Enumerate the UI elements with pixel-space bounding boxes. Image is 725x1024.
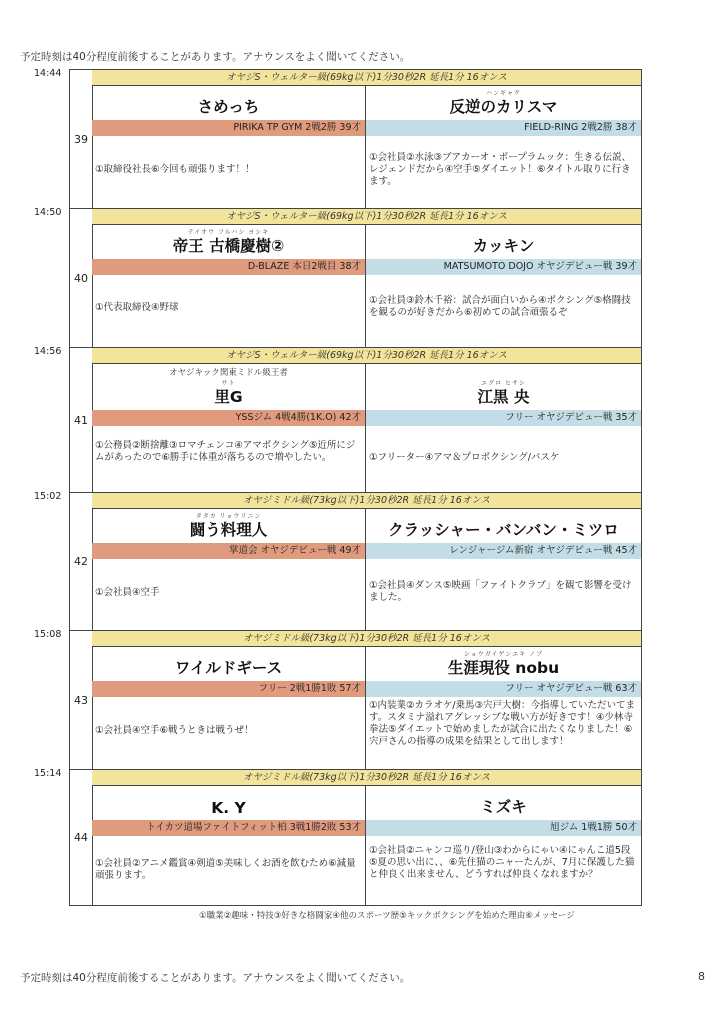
fighter-name: 江黒 央	[477, 388, 530, 406]
name-ruby: ショウガイゲンエキ ノブ	[463, 651, 544, 658]
blue-corner	[366, 647, 641, 769]
weight-class-bar: オヤジミドル級(73kg以下)1分30秒2R 延長1分 16オンス	[92, 770, 641, 786]
bout-time: 15:14	[34, 768, 62, 779]
name-ruby: タタカ リョウリニン	[195, 513, 262, 520]
bout-row	[34, 768, 641, 905]
fighter-profile: ①会社員④ダンス⑤映画「ファイトクラブ」を観て影響を受けました。	[369, 580, 632, 603]
fighter-gym-record: 掌道会 オヤジデビュー戦 49才	[92, 543, 365, 559]
fighter-name: ワイルドギース	[174, 659, 283, 677]
fighter-name: クラッシャー・バンバン・ミツロ	[388, 521, 619, 539]
bout-time: 15:02	[34, 491, 62, 502]
fighter-profile: ①会社員③鈴木千裕：試合が面白いから④ボクシング⑤格闘技を観るのが好きだから⑥初めての試合頑張るぞ	[369, 295, 631, 318]
red-corner	[92, 225, 366, 347]
bout-time: 14:44	[34, 68, 62, 79]
name-ruby: エグロ ヒサシ	[481, 380, 526, 387]
fighter-name: 反逆のカリスマ	[449, 98, 558, 116]
bout-row	[34, 491, 641, 630]
red-corner	[92, 647, 366, 769]
weight-class-bar: オヤジS・ウェルター級(69kg以下)1分30秒2R 延長1分 16オンス	[92, 348, 641, 364]
title-announcement: オヤジキック関東ミドル級王者	[169, 368, 288, 378]
bout-number: 40	[70, 209, 93, 347]
name-ruby: テイオウ フルハシ ヨシキ	[187, 229, 270, 236]
fighter-gym-record: PIRIKA TP GYM 2戦2勝 39才	[92, 120, 365, 136]
fighter-gym-record: フリー オヤジデビュー戦 35才	[366, 410, 641, 426]
blue-corner	[366, 86, 641, 208]
name-ruby: ハンギャク	[485, 90, 521, 97]
fighter-gym-record: D-BLAZE 本日2戦目 38才	[92, 259, 365, 275]
fighter-gym-record: 旭ジム 1戦1勝 50才	[366, 820, 641, 836]
fighter-profile: ①代表取締役④野球	[95, 302, 179, 313]
fighter-gym-record: FIELD-RING 2戦2勝 38才	[366, 120, 641, 136]
red-corner	[92, 786, 366, 905]
fighter-name: 闘う料理人	[189, 521, 268, 539]
fighter-profile: ①フリーター④アマ＆プロボクシング/バスケ	[369, 452, 560, 463]
name-ruby: サト	[221, 380, 236, 387]
fighter-name: ミズキ	[480, 798, 527, 816]
fighter-name: さめっち	[197, 98, 260, 116]
fighter-profile: ①取締役社長⑥今回も頑張ります！！	[95, 164, 255, 175]
weight-class-bar: オヤジミドル級(73kg以下)1分30秒2R 延長1分 16オンス	[92, 493, 641, 509]
fighter-gym-record: YSSジム 4戦4勝(1K.O) 42才	[92, 410, 365, 426]
fighter-profile: ①会社員④空手⑥戦うときは戦うぜ！	[95, 725, 254, 736]
blue-corner	[366, 225, 641, 347]
fighter-gym-record: フリー オヤジデビュー戦 63才	[366, 681, 641, 697]
fighter-name: 里G	[214, 388, 243, 406]
bout-number: 39	[70, 70, 93, 208]
bout-row	[34, 207, 641, 347]
weight-class-bar: オヤジS・ウェルター級(69kg以下)1分30秒2R 延長1分 16オンス	[92, 209, 641, 225]
fighter-name: 帝王 古橋慶樹②	[172, 237, 285, 255]
page-number: 8	[698, 970, 705, 983]
blue-corner	[366, 364, 641, 492]
fighter-name: K. Y	[211, 799, 246, 817]
bout-number: 44	[70, 770, 93, 905]
notice-top: 予定時刻は40分程度前後することがあります。アナウンスをよく聞いてください。	[20, 51, 411, 63]
red-corner	[92, 509, 366, 630]
bout-time: 14:56	[34, 346, 62, 357]
bout-time: 15:08	[34, 629, 62, 640]
fighter-profile: ①会社員②アニメ鑑賞④剣道⑤美味しくお酒を飲むため⑥減量頑張ります。	[95, 858, 356, 881]
notice-bottom: 予定時刻は40分程度前後することがあります。アナウンスをよく聞いてください。	[20, 972, 411, 984]
fighter-profile: ①公務員②断捨離③ロマチェンコ④アマボクシング⑤近所にジムがあったので⑥勝手に体重が落ちるので増やしたい。	[95, 440, 356, 463]
fighter-profile: ①会社員②水泳③ブアカーオ・ポープラムック：生きる伝説、レジェンドだから④空手⑤ダイエット！⑥タイトル取りに行きます。	[369, 152, 632, 187]
bout-number: 42	[70, 493, 93, 630]
fighter-gym-record: フリー 2戦1勝1敗 57才	[92, 681, 365, 697]
bout-number: 43	[70, 631, 93, 769]
bout-row	[34, 629, 641, 769]
fighter-gym-record: MATSUMOTO DOJO オヤジデビュー戦 39才	[366, 259, 641, 275]
bout-number: 41	[70, 348, 93, 492]
weight-class-bar: オヤジミドル級(73kg以下)1分30秒2R 延長1分 16オンス	[92, 631, 641, 647]
fighter-profile: ①会社員②ニャンコ巡り/登山③わからにゃい④にゃんこ道5段⑤夏の思い出に、、⑥先住猫のニャーたんが、7月に保護した猫と仲良く出来ません、どうすれば仲良くなれますか？	[369, 845, 635, 880]
fighter-gym-record: レンジャージム新宿 オヤジデビュー戦 45才	[366, 543, 641, 559]
fighter-gym-record: トイカツ道場ファイトフィット柏 3戦1勝2敗 53才	[92, 820, 365, 836]
red-corner	[92, 364, 366, 492]
fight-card-table	[34, 68, 642, 906]
red-corner	[92, 86, 366, 208]
blue-corner	[366, 509, 641, 630]
bout-time: 14:50	[34, 207, 62, 218]
fighter-profile: ①会社員④空手	[95, 587, 160, 598]
fighter-name: カッキン	[472, 237, 535, 255]
profile-legend: ①職業②趣味・特技③好きな格闘家④他のスポーツ歴⑤キックボクシングを始めた理由⑥メッセージ	[199, 911, 575, 921]
bout-row	[34, 346, 641, 492]
weight-class-bar: オヤジS・ウェルター級(69kg以下)1分30秒2R 延長1分 16オンス	[92, 70, 641, 86]
bout-row	[34, 68, 641, 208]
fighter-name: 生涯現役 nobu	[447, 659, 560, 677]
blue-corner	[366, 786, 641, 905]
fighter-profile: ①内装業②カラオケ/乗馬③宍戸大樹：今指導していただいてます。スタミナ溢れアグレッシブな戦い方が好きです！④少林寺拳法⑤ダイエットで始めましたが試合に出たくなりました！⑥宍戸さんの指導の成果を結果として出します！	[369, 700, 636, 747]
